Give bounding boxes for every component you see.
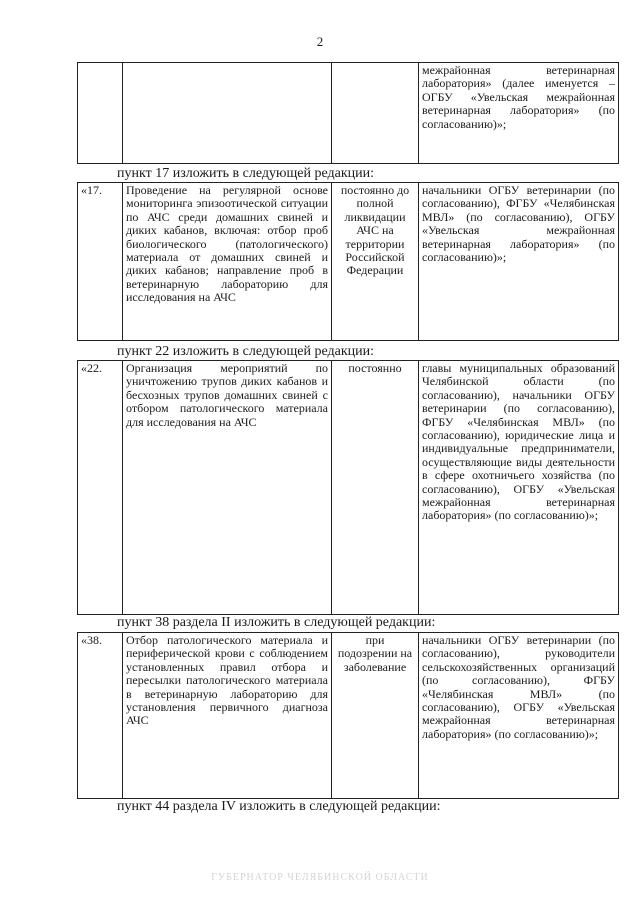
- continued-table: [77, 62, 619, 164]
- amendment-intro-44: пункт 44 раздела IV изложить в следующей редакции:: [117, 799, 441, 814]
- table-row: [78, 633, 619, 799]
- item-responsible: главы муниципальных образований Челябинской области (по согласованию), начальники ОГБУ ветеринарии (по согласованию), ФГБУ «Челябинская МВЛ» (по согласованию), юридические лица и индивидуальные предприниматели, осуществляющие виды деятельности в сфере охотничьего хозяйства (по согласованию), ОГБУ «Увельская межрайонная ветеринарная лаборатория» (по согласованию)»;: [419, 361, 619, 615]
- item-number: «38.: [78, 633, 123, 799]
- table-row: [78, 361, 619, 615]
- amendment-intro-17: пункт 17 изложить в следующей редакции:: [117, 166, 374, 181]
- item-number: «22.: [78, 361, 123, 615]
- table-item-38: [77, 632, 619, 799]
- table-item-22: [77, 360, 619, 615]
- amendment-intro-22: пункт 22 изложить в следующей редакции:: [117, 344, 374, 359]
- item-action: Отбор патологического материала и периферической крови с соблюдением установленных правил отбора и пересылки патологического материала в ветеринарную лабораторию для установления первичного диагноза АЧС: [123, 633, 332, 799]
- footer-watermark: ГУБЕРНАТОР ЧЕЛЯБИНСКОЙ ОБЛАСТИ: [211, 872, 429, 883]
- item-term: постоянно до полной ликвидации АЧС на территории Российской Федерации: [332, 183, 419, 341]
- amendment-intro-38: пункт 38 раздела II изложить в следующей редакции:: [117, 615, 436, 630]
- item-action: Организация мероприятий по уничтожению трупов диких кабанов и бесхозных трупов домашних свиней с отбором патологического материала для исследования на АЧС: [123, 361, 332, 615]
- item-action: Проведение на регулярной основе мониторинга эпизоотической ситуации по АЧС среди домашних свиней и диких кабанов, включая: отбор проб биологического (патологического) материала от домашних свиней и диких кабанов; направление проб в ветеринарную лабораторию для исследования на АЧС: [123, 183, 332, 341]
- item-term: постоянно: [332, 361, 419, 615]
- item-responsible: начальники ОГБУ ветеринарии (по согласованию), ФГБУ «Челябинская МВЛ» (по согласованию), ОГБУ «Увельская межрайонная ветеринарная лаборатория» (по согласованию)»;: [419, 183, 619, 341]
- item-term: при подозрении на заболевание: [332, 633, 419, 799]
- cell-responsible: межрайонная ветеринарная лаборатория» (далее именуется – ОГБУ «Увельская межрайонная ветеринарная лаборатория» (по согласованию)»;: [419, 63, 619, 164]
- table-item-17: [77, 182, 619, 341]
- item-responsible: начальники ОГБУ ветеринарии (по согласованию), руководители сельскохозяйственных организаций (по согласованию), ФГБУ «Челябинская МВЛ» (по согласованию), ОГБУ «Увельская межрайонная ветеринарная лаборатория» (по согласованию)»;: [419, 633, 619, 799]
- cell-number: [78, 63, 123, 164]
- table-row: [78, 63, 619, 164]
- cell-term: [332, 63, 419, 164]
- table-row: [78, 183, 619, 341]
- page-number: 2: [316, 34, 324, 49]
- cell-action: [123, 63, 332, 164]
- item-number: «17.: [78, 183, 123, 341]
